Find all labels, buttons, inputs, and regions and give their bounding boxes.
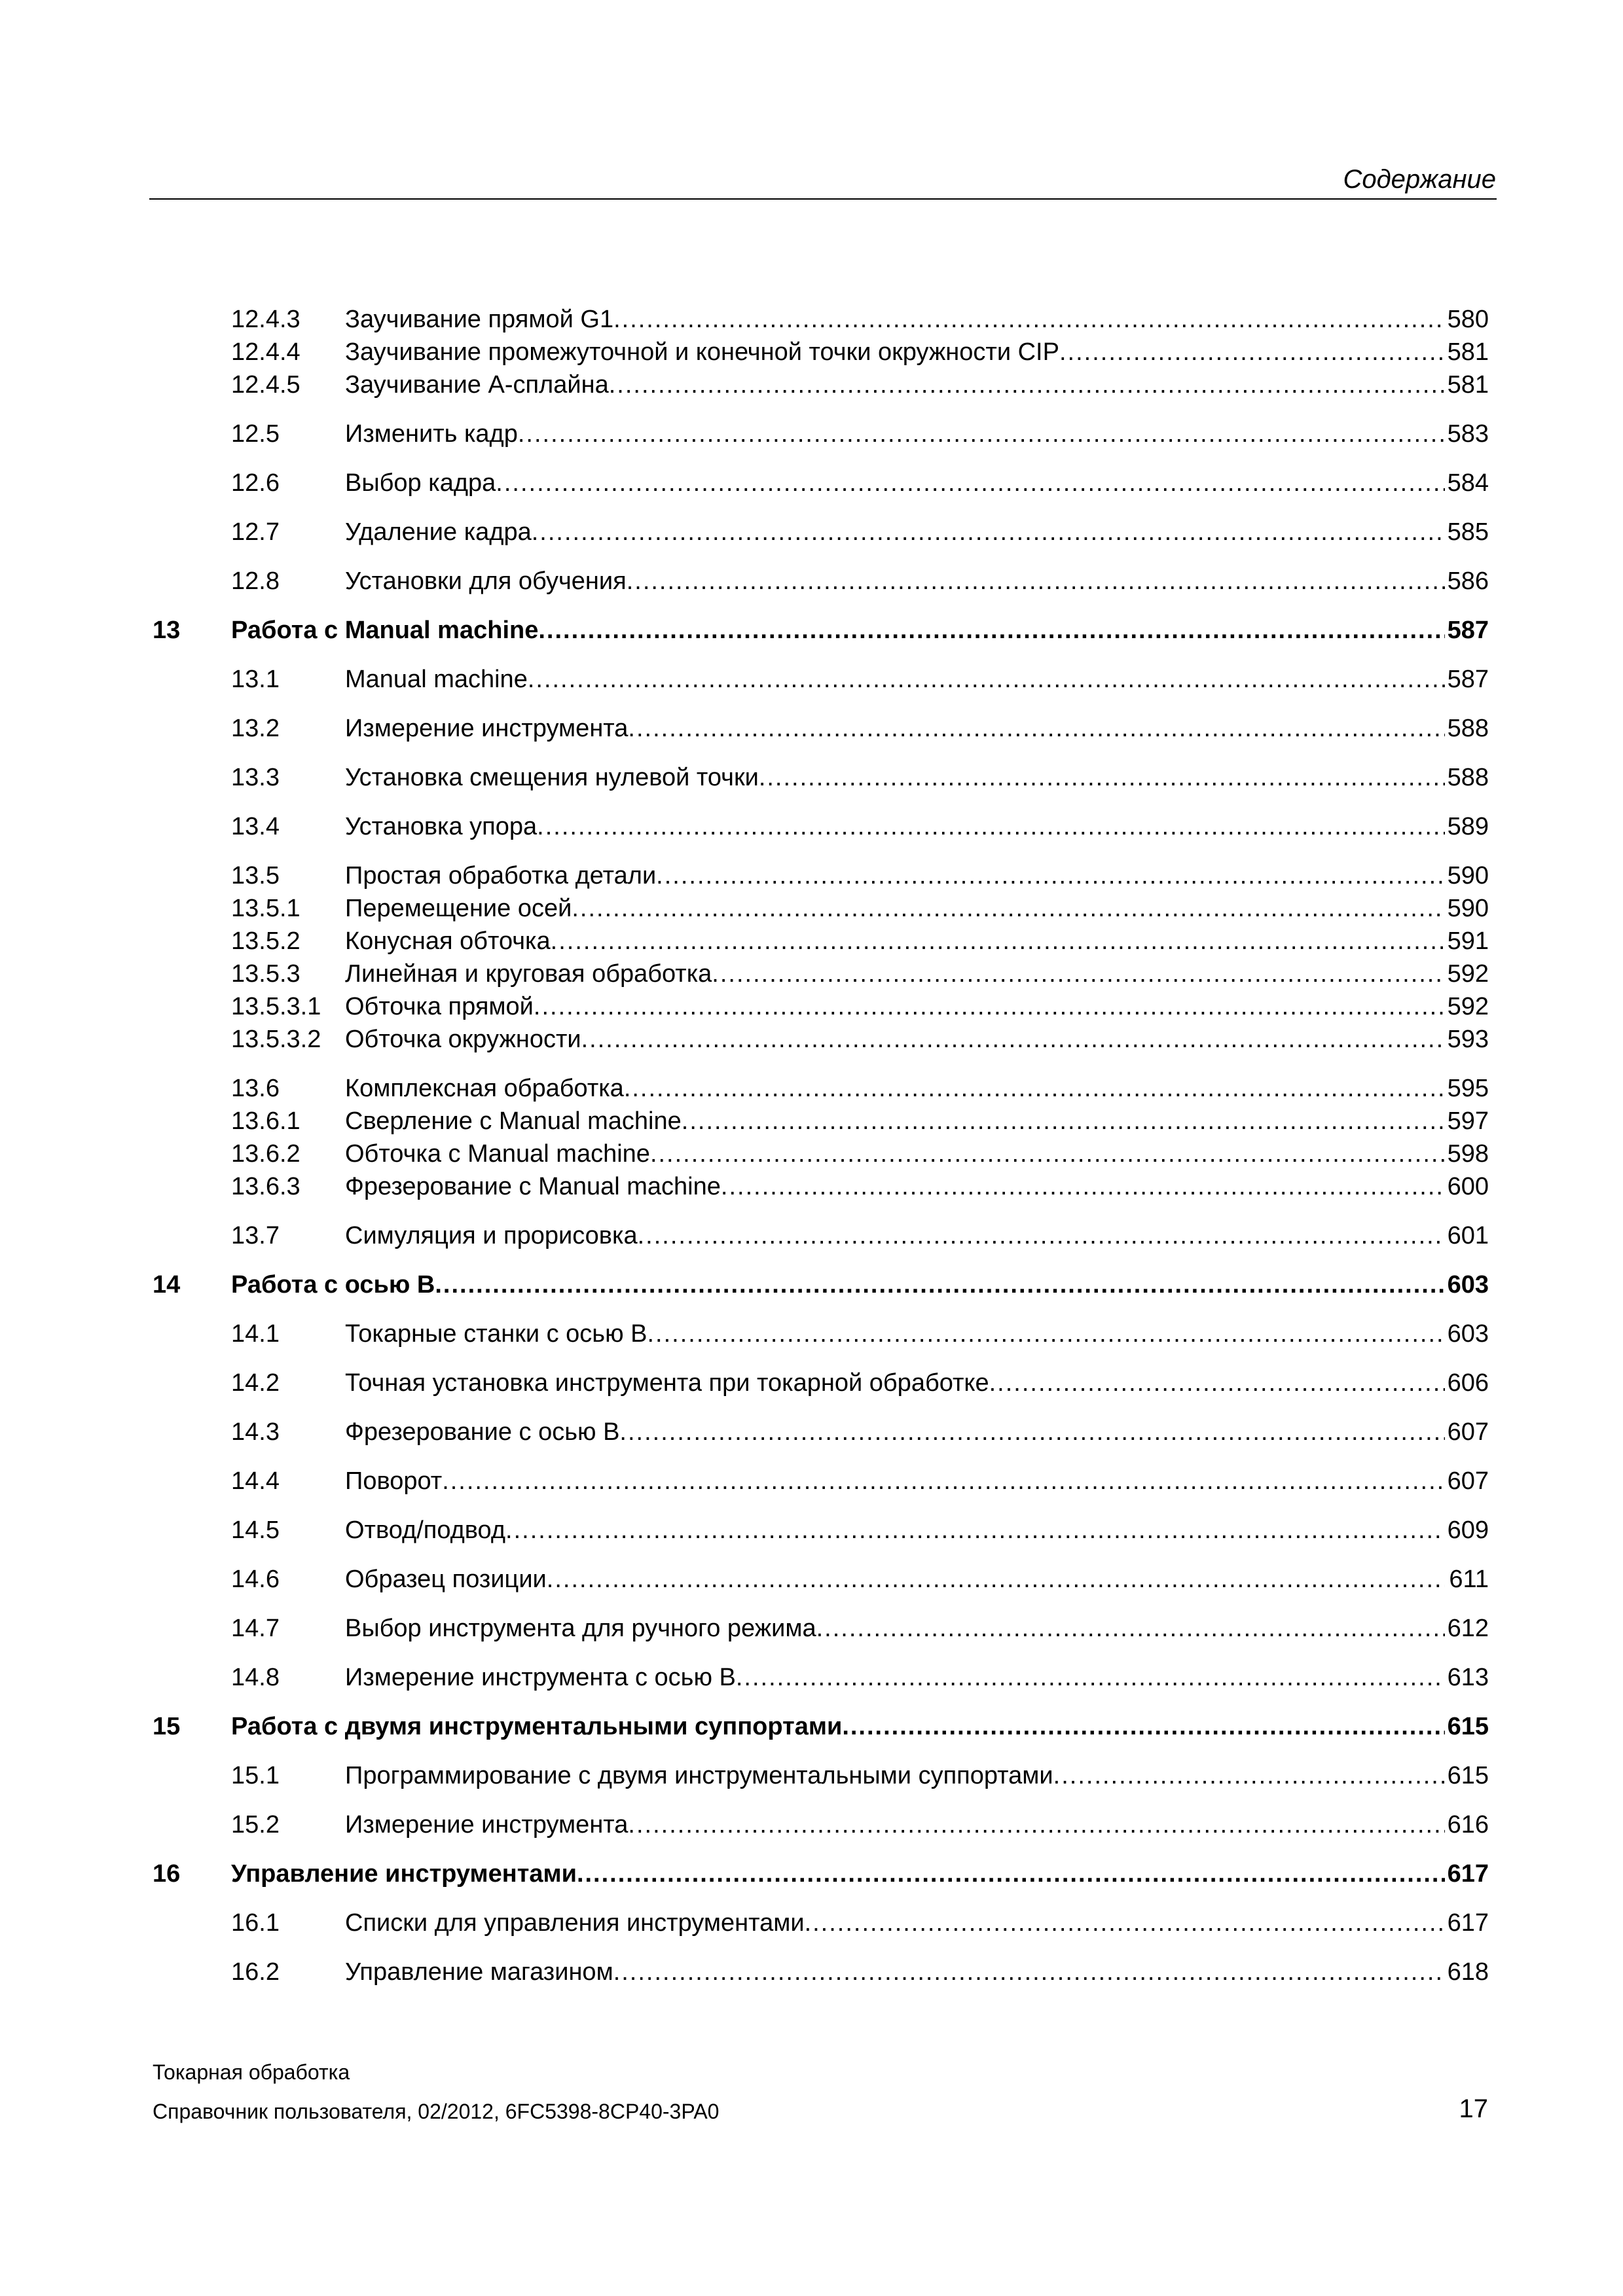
dot-leader [435, 1268, 1445, 1301]
toc-entry-title[interactable]: Manual machine [345, 666, 528, 693]
toc-entry-number: 15.2 [231, 1811, 280, 1839]
toc-entry-title[interactable]: Списки для управления инструментами [345, 1909, 805, 1937]
toc-entry-title-leader [345, 810, 1445, 843]
toc-entry-page: 592 [1447, 960, 1489, 988]
dot-leader [518, 418, 1445, 450]
toc-entry-title[interactable]: Управление магазином [345, 1958, 613, 1986]
toc-entry[interactable] [0, 565, 1623, 598]
toc-entry-title[interactable]: Отвод/подвод [345, 1516, 506, 1544]
toc-entry-title-leader [345, 1219, 1445, 1252]
dot-leader [647, 1318, 1446, 1350]
dot-leader [496, 467, 1445, 499]
dot-leader [628, 712, 1445, 745]
dot-leader [1059, 336, 1445, 368]
toc-entry-number: 12.4.5 [231, 371, 301, 399]
toc-entry-title-leader [345, 418, 1445, 450]
dot-leader [609, 368, 1445, 401]
dot-leader [805, 1907, 1445, 1939]
toc-entry[interactable] [0, 1612, 1623, 1645]
dot-leader [656, 859, 1445, 892]
toc-entry-number: 16.2 [231, 1958, 280, 1986]
toc-entry-number: 14.5 [231, 1516, 280, 1544]
toc-entry-title-leader [345, 1661, 1445, 1694]
toc-entry-title-leader [345, 925, 1445, 958]
dot-leader [572, 892, 1445, 925]
toc-entry-page: 603 [1447, 1271, 1489, 1299]
toc-entry-page: 581 [1447, 338, 1489, 366]
toc-entry-title-leader [345, 1907, 1445, 1939]
toc-entry-title-leader [345, 1023, 1445, 1056]
footer-document-title: Токарная обработка [153, 2060, 350, 2084]
toc-entry-page: 597 [1447, 1107, 1489, 1135]
toc-entry[interactable] [0, 1465, 1623, 1498]
toc-entry-number: 12.4.4 [231, 338, 301, 366]
toc-entry-title-leader [345, 1138, 1445, 1170]
toc-entry-title[interactable]: Изменить кадр [345, 420, 518, 448]
toc-entry[interactable] [0, 1072, 1623, 1105]
toc-entry-title-leader [345, 1759, 1445, 1792]
toc-entry-number: 13.3 [231, 764, 280, 791]
toc-entry[interactable] [0, 1105, 1623, 1138]
toc-entry-title-leader [345, 1318, 1445, 1350]
dot-leader [628, 1808, 1445, 1841]
toc-entry-title[interactable]: Фрезерование с Manual machine [345, 1173, 721, 1200]
toc-entry-number: 14 [153, 1271, 181, 1299]
dot-leader [816, 1612, 1445, 1645]
toc-entry-title-leader [345, 990, 1445, 1023]
toc-entry-title-leader [345, 467, 1445, 499]
toc-entry[interactable] [0, 925, 1623, 958]
toc-entry-page: 617 [1447, 1909, 1489, 1937]
dot-leader [613, 303, 1445, 336]
toc-entry-title-leader [345, 1465, 1445, 1498]
toc-entry-title-leader [345, 859, 1445, 892]
dot-leader [650, 1138, 1445, 1170]
toc-chapter-entry[interactable] [0, 1710, 1623, 1743]
toc-entry-title[interactable]: Простая обработка детали [345, 862, 657, 889]
toc-entry[interactable] [0, 418, 1623, 450]
toc-entry-title[interactable]: Сверление с Manual machine [345, 1107, 682, 1135]
toc-entry-number: 14.4 [231, 1467, 280, 1495]
dot-leader [712, 958, 1445, 990]
toc-entry-title-leader [345, 712, 1445, 745]
toc-entry-number: 13.5 [231, 862, 280, 889]
toc-entry-number: 13.5.3.2 [231, 1026, 321, 1053]
toc-entry[interactable] [0, 1219, 1623, 1252]
toc-entry-page: 607 [1447, 1467, 1489, 1495]
toc-entry-title-leader [231, 614, 1445, 647]
toc-entry-title[interactable]: Комплексная обработка [345, 1075, 624, 1102]
toc-chapter-entry[interactable] [0, 1857, 1623, 1890]
toc-entry[interactable] [0, 859, 1623, 892]
toc-entry-title-leader [345, 336, 1445, 368]
toc-entry-title[interactable]: Установка упора [345, 813, 538, 840]
toc-entry-page: 601 [1447, 1222, 1489, 1249]
toc-entry-title[interactable]: Измерение инструмента с осью B [345, 1664, 736, 1691]
toc-entry-title[interactable]: Выбор инструмента для ручного режима [345, 1615, 816, 1642]
toc-entry-number: 13.6.1 [231, 1107, 301, 1135]
toc-entry-title-leader [345, 1612, 1445, 1645]
toc-entry-number: 12.6 [231, 469, 280, 497]
toc-entry-number: 13 [153, 617, 181, 644]
dot-leader [627, 565, 1445, 598]
toc-entry[interactable] [0, 516, 1623, 548]
toc-entry-page: 588 [1447, 764, 1489, 791]
page-number: 17 [1459, 2094, 1488, 2123]
toc-entry-title[interactable]: Выбор кадра [345, 469, 496, 497]
toc-entry-number: 13.5.3.1 [231, 993, 321, 1020]
toc-entry-title[interactable]: Работа с двумя инструментальными суппортами [231, 1713, 843, 1740]
toc-entry-page: 611 [1449, 1566, 1489, 1593]
toc-entry-title[interactable]: Установка смещения нулевой точки [345, 764, 759, 791]
toc-entry-title[interactable]: Работа с Manual machine [231, 617, 539, 644]
toc-entry-number: 14.6 [231, 1566, 280, 1593]
dot-leader [551, 925, 1445, 958]
toc-entry[interactable] [0, 1367, 1623, 1399]
dot-leader [736, 1661, 1445, 1694]
toc-entry-title[interactable]: Точная установка инструмента при токарной обработке [345, 1369, 989, 1397]
toc-entry-page: 586 [1447, 567, 1489, 595]
toc-entry-number: 13.5.2 [231, 927, 301, 955]
toc-entry-page: 589 [1447, 813, 1489, 840]
toc-entry-title[interactable]: Работа с осью B [231, 1271, 435, 1299]
toc-entry-title[interactable]: Программирование с двумя инструментальными суппортами [345, 1762, 1053, 1789]
toc-entry-title[interactable]: Линейная и круговая обработка [345, 960, 712, 988]
toc-entry-title[interactable]: Заучивание А-сплайна [345, 371, 609, 399]
toc-entry[interactable] [0, 1514, 1623, 1547]
toc-entry-number: 16.1 [231, 1909, 280, 1937]
toc-entry[interactable] [0, 368, 1623, 401]
running-header-title: Содержание [1343, 165, 1496, 194]
dot-leader [581, 1023, 1445, 1056]
dot-leader [538, 614, 1445, 647]
dot-leader [532, 516, 1445, 548]
toc-entry-title-leader [231, 1710, 1445, 1743]
toc-entry-page: 607 [1447, 1418, 1489, 1446]
toc-entry-page: 615 [1447, 1762, 1489, 1789]
toc-entry-title[interactable]: Заучивание прямой G1 [345, 306, 614, 333]
toc-entry-number: 15 [153, 1713, 181, 1740]
toc-entry-page: 591 [1447, 927, 1489, 955]
toc-entry-page: 600 [1447, 1173, 1489, 1200]
toc-entry-title-leader [345, 1072, 1445, 1105]
toc-entry-page: 590 [1447, 895, 1489, 922]
toc-entry-title-leader [345, 958, 1445, 990]
toc-entry[interactable] [0, 1759, 1623, 1792]
footer-document-info: Справочник пользователя, 02/2012, 6FC5398-8CP40-3PA0 [153, 2100, 720, 2123]
toc-entry[interactable] [0, 663, 1623, 696]
toc-entry-title-leader [345, 303, 1445, 336]
toc-entry-title[interactable]: Измерение инструмента [345, 715, 629, 742]
toc-entry-title[interactable]: Фрезерование с осью B [345, 1418, 620, 1446]
toc-entry-number: 13.5.3 [231, 960, 301, 988]
toc-entry-number: 14.2 [231, 1369, 280, 1397]
toc-entry[interactable] [0, 1661, 1623, 1694]
toc-entry-page: 613 [1447, 1664, 1489, 1691]
dot-leader [613, 1956, 1445, 1988]
toc-chapter-entry[interactable] [0, 614, 1623, 647]
toc-entry-page: 593 [1447, 1026, 1489, 1053]
toc-entry-title-leader [231, 1857, 1445, 1890]
toc-entry-title-leader [345, 1563, 1445, 1596]
toc-entry[interactable] [0, 892, 1623, 925]
toc-entry[interactable] [0, 1563, 1623, 1596]
toc-entry-number: 12.7 [231, 518, 280, 546]
toc-entry-title-leader [345, 1514, 1445, 1547]
toc-entry-page: 592 [1447, 993, 1489, 1020]
toc-entry[interactable] [0, 1416, 1623, 1448]
toc-entry-title-leader [345, 1416, 1445, 1448]
toc-entry-number: 13.2 [231, 715, 280, 742]
dot-leader [721, 1170, 1445, 1203]
toc-entry[interactable] [0, 1956, 1623, 1988]
toc-entry-title[interactable]: Образец позиции [345, 1566, 547, 1593]
toc-entry-title-leader [345, 1170, 1445, 1203]
toc-entry-page: 584 [1447, 469, 1489, 497]
toc-entry[interactable] [0, 761, 1623, 794]
dot-leader [442, 1465, 1445, 1498]
toc-entry-number: 14.8 [231, 1664, 280, 1691]
dot-leader [624, 1072, 1445, 1105]
toc-entry-number: 16 [153, 1860, 181, 1888]
toc-entry-title-leader [345, 663, 1445, 696]
dot-leader [534, 990, 1445, 1023]
toc-entry-number: 12.8 [231, 567, 280, 595]
toc-entry[interactable] [0, 990, 1623, 1023]
toc-entry-title[interactable]: Обточка окружности [345, 1026, 581, 1053]
toc-entry-page: 581 [1447, 371, 1489, 399]
toc-entry-number: 15.1 [231, 1762, 280, 1789]
toc-entry-title-leader [345, 516, 1445, 548]
toc-entry[interactable] [0, 712, 1623, 745]
toc-entry-number: 14.7 [231, 1615, 280, 1642]
toc-chapter-entry[interactable] [0, 1268, 1623, 1301]
toc-entry-title[interactable]: Обточка прямой [345, 993, 534, 1020]
toc-entry[interactable] [0, 1138, 1623, 1170]
toc-entry-page: 583 [1447, 420, 1489, 448]
toc-entry-number: 12.4.3 [231, 306, 301, 333]
toc-entry-page: 585 [1447, 518, 1489, 546]
toc-entry-number: 13.6.2 [231, 1140, 301, 1168]
dot-leader [759, 761, 1445, 794]
toc-entry-number: 13.6.3 [231, 1173, 301, 1200]
toc-entry[interactable] [0, 1170, 1623, 1203]
toc-entry-page: 615 [1447, 1713, 1489, 1740]
toc-entry-number: 13.7 [231, 1222, 280, 1249]
toc-entry-page: 580 [1447, 306, 1489, 333]
dot-leader [842, 1710, 1445, 1743]
dot-leader [547, 1563, 1445, 1596]
toc-entry[interactable] [0, 467, 1623, 499]
toc-entry-number: 13.1 [231, 666, 280, 693]
toc-entry-page: 587 [1447, 666, 1489, 693]
toc-entry-page: 598 [1447, 1140, 1489, 1168]
toc-entry-page: 590 [1447, 862, 1489, 889]
toc-entry-page: 616 [1447, 1811, 1489, 1839]
dot-leader [537, 810, 1445, 843]
toc-entry-number: 14.1 [231, 1320, 280, 1348]
toc-entry-number: 12.5 [231, 420, 280, 448]
toc-entry-title-leader [345, 1105, 1445, 1138]
toc-entry-title[interactable]: Симуляция и прорисовка [345, 1222, 638, 1249]
dot-leader [1053, 1759, 1445, 1792]
dot-leader [528, 663, 1445, 696]
toc-entry-number: 13.4 [231, 813, 280, 840]
toc-entry-title-leader [345, 1808, 1445, 1841]
toc-entry-page: 609 [1447, 1516, 1489, 1544]
toc-entry-title-leader [345, 761, 1445, 794]
toc-entry-number: 13.6 [231, 1075, 280, 1102]
toc-entry-title[interactable]: Конусная обточка [345, 927, 551, 955]
dot-leader [619, 1416, 1445, 1448]
dot-leader [577, 1857, 1445, 1890]
toc-entry-title[interactable]: Перемещение осей [345, 895, 572, 922]
toc-entry-page: 588 [1447, 715, 1489, 742]
toc-entry[interactable] [0, 1907, 1623, 1939]
toc-entry[interactable] [0, 336, 1623, 368]
toc-entry-title[interactable]: Обточка с Manual machine [345, 1140, 650, 1168]
toc-entry[interactable] [0, 1808, 1623, 1841]
toc-entry-title[interactable]: Поворот [345, 1467, 443, 1495]
toc-entry-page: 606 [1447, 1369, 1489, 1397]
toc-entry-number: 14.3 [231, 1418, 280, 1446]
toc-entry-number: 13.5.1 [231, 895, 301, 922]
toc-entry-title-leader [345, 565, 1445, 598]
toc-entry-page: 612 [1447, 1615, 1489, 1642]
toc-entry-title-leader [231, 1268, 1445, 1301]
toc-entry-page: 595 [1447, 1075, 1489, 1102]
toc-entry[interactable] [0, 1023, 1623, 1056]
toc-entry-title[interactable]: Заучивание промежуточной и конечной точки окружности CIP [345, 338, 1059, 366]
toc-entry-title[interactable]: Установки для обучения [345, 567, 627, 595]
toc-entry-title-leader [345, 368, 1445, 401]
toc-entry-title[interactable]: Удаление кадра [345, 518, 532, 546]
toc-entry-title-leader [345, 1367, 1445, 1399]
toc-entry-title-leader [345, 892, 1445, 925]
toc-entry[interactable] [0, 958, 1623, 990]
toc-entry-page: 618 [1447, 1958, 1489, 1986]
toc-entry-title[interactable]: Токарные станки с осью B [345, 1320, 647, 1348]
toc-entry[interactable] [0, 810, 1623, 843]
dot-leader [989, 1367, 1445, 1399]
toc-entry-page: 603 [1447, 1320, 1489, 1348]
toc-entry[interactable] [0, 303, 1623, 336]
toc-entry[interactable] [0, 1318, 1623, 1350]
dot-leader [638, 1219, 1445, 1252]
toc-entry-title-leader [345, 1956, 1445, 1988]
toc-entry-page: 617 [1447, 1860, 1489, 1888]
toc-entry-page: 587 [1447, 617, 1489, 644]
dot-leader [505, 1514, 1445, 1547]
dot-leader [682, 1105, 1445, 1138]
toc-entry-title[interactable]: Управление инструментами [231, 1860, 577, 1888]
toc-entry-title[interactable]: Измерение инструмента [345, 1811, 629, 1839]
